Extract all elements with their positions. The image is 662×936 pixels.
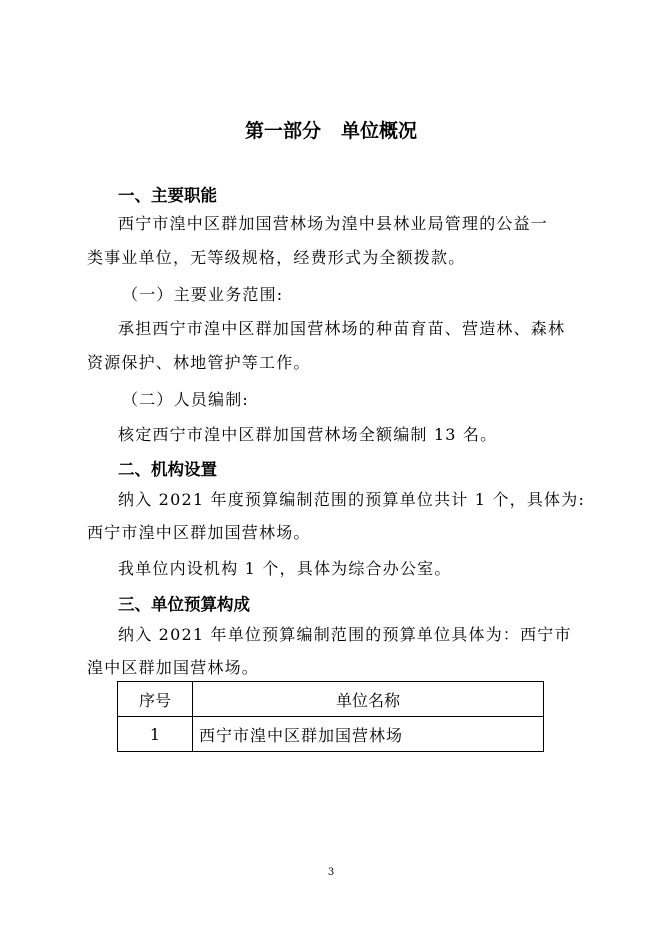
paragraph-line: 承担西宁市湟中区群加国营林场的种苗育苗、营造林、森林: [118, 319, 566, 338]
subheading-staffing: （二）人员编制:: [122, 390, 249, 409]
page-title: [0, 116, 662, 143]
section-heading-budget: 三、单位预算构成: [118, 595, 250, 614]
table-header-cell: 单位名称: [193, 682, 544, 717]
paragraph-line: 纳入 2021 年度预算编制范围的预算单位共计 1 个，具体为:: [118, 490, 586, 509]
paragraph-line: 资源保护、林地管护等工作。: [87, 353, 311, 372]
title-part: 第一部分: [244, 120, 321, 142]
table-cell: 1: [118, 717, 193, 752]
section-heading-organization: 二、机构设置: [118, 460, 217, 479]
paragraph-line: 我单位内设机构 1 个，具体为综合办公室。: [118, 559, 452, 578]
paragraph-line: 西宁市湟中区群加国营林场为湟中县林业局管理的公益一: [118, 214, 549, 233]
section-heading-functions: 一、主要职能: [118, 186, 217, 205]
paragraph-line: 湟中区群加国营林场。: [87, 658, 260, 677]
table-row: [118, 717, 544, 752]
title-name: 单位概况: [341, 120, 418, 142]
budget-units-table: [117, 681, 544, 752]
paragraph-line: 类事业单位，无等级规格，经费形式为全额拨款。: [87, 248, 466, 267]
subheading-business-scope: （一）主要业务范围:: [122, 285, 284, 304]
paragraph-line: 核定西宁市湟中区群加国营林场全额编制 13 名。: [118, 425, 498, 444]
table-header-row: [118, 682, 544, 717]
page-number: 3: [327, 867, 335, 878]
table-cell: 西宁市湟中区群加国营林场: [193, 717, 544, 752]
table-header-cell: 序号: [118, 682, 193, 717]
paragraph-line: 纳入 2021 年单位预算编制范围的预算单位具体为：西宁市: [118, 625, 572, 644]
paragraph-line: 西宁市湟中区群加国营林场。: [87, 523, 311, 542]
